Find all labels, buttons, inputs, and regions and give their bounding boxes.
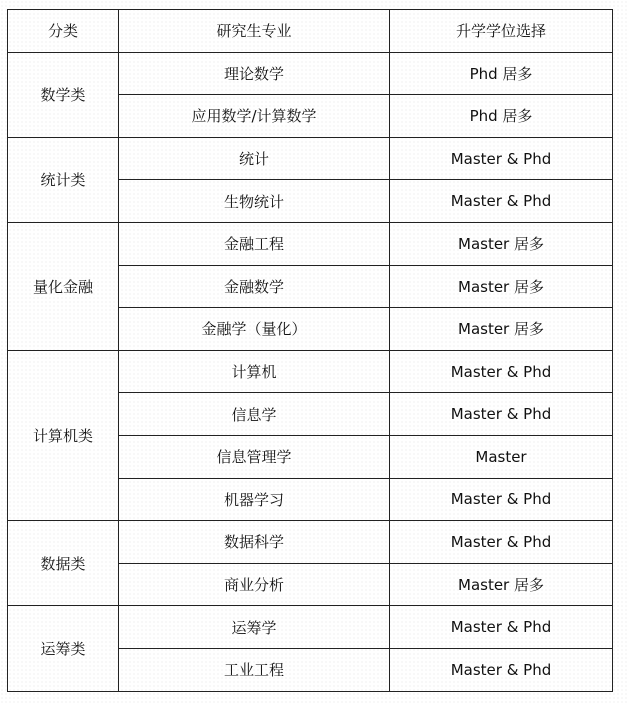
category-cell: 数据类: [8, 521, 119, 606]
major-cell: 金融工程: [119, 222, 390, 265]
table-body: [8, 52, 613, 691]
degree-cell: Master & Phd: [390, 393, 613, 436]
table-row: [8, 137, 613, 180]
major-cell: 工业工程: [119, 648, 390, 691]
category-cell: 统计类: [8, 137, 119, 222]
table-row: [8, 52, 613, 95]
degree-cell: Master & Phd: [390, 137, 613, 180]
major-cell: 信息管理学: [119, 435, 390, 478]
degree-cell: Master 居多: [390, 265, 613, 308]
header-row: [8, 10, 613, 53]
header-category: 分类: [8, 10, 119, 53]
category-cell: 数学类: [8, 52, 119, 137]
major-cell: 商业分析: [119, 563, 390, 606]
major-cell: 应用数学/计算数学: [119, 95, 390, 138]
degree-cell: Master & Phd: [390, 350, 613, 393]
major-cell: 金融数学: [119, 265, 390, 308]
major-cell: 理论数学: [119, 52, 390, 95]
major-cell: 统计: [119, 137, 390, 180]
degree-cell: Master & Phd: [390, 648, 613, 691]
table-row: [8, 350, 613, 393]
degree-cell: Master & Phd: [390, 180, 613, 223]
major-cell: 运筹学: [119, 606, 390, 649]
major-cell: 计算机: [119, 350, 390, 393]
degree-cell: Master 居多: [390, 308, 613, 351]
degree-cell: Master: [390, 435, 613, 478]
category-cell: 量化金融: [8, 222, 119, 350]
major-cell: 信息学: [119, 393, 390, 436]
degree-cell: Phd 居多: [390, 52, 613, 95]
degree-cell: Master & Phd: [390, 478, 613, 521]
major-cell: 机器学习: [119, 478, 390, 521]
major-cell: 生物统计: [119, 180, 390, 223]
table-container: [7, 9, 613, 692]
degree-cell: Phd 居多: [390, 95, 613, 138]
degree-cell: Master & Phd: [390, 521, 613, 564]
degree-cell: Master 居多: [390, 222, 613, 265]
category-cell: 计算机类: [8, 350, 119, 520]
category-cell: 运筹类: [8, 606, 119, 691]
table-row: [8, 606, 613, 649]
table-row: [8, 521, 613, 564]
degree-cell: Master 居多: [390, 563, 613, 606]
degree-cell: Master & Phd: [390, 606, 613, 649]
header-major: 研究生专业: [119, 10, 390, 53]
majors-degree-table: [7, 9, 613, 692]
major-cell: 金融学（量化）: [119, 308, 390, 351]
table-row: [8, 222, 613, 265]
major-cell: 数据科学: [119, 521, 390, 564]
header-degree: 升学学位选择: [390, 10, 613, 53]
